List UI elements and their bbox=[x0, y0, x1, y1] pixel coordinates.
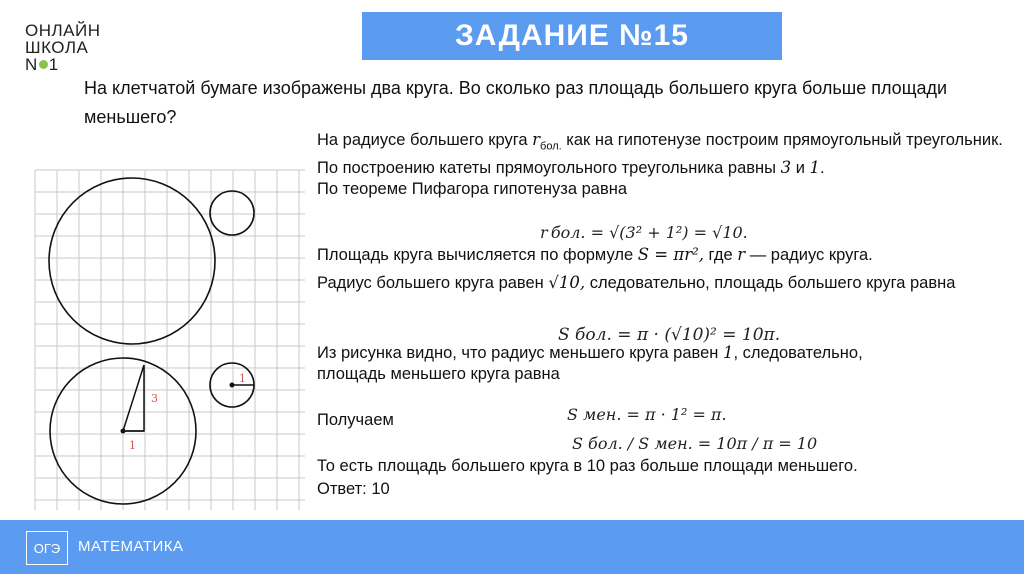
logo-line2: ШКОЛА bbox=[25, 38, 89, 57]
center-point-big bbox=[121, 429, 126, 434]
formula-ratio: S бол. / S мен. = 10π / π = 10 bbox=[572, 434, 818, 453]
footer-bar bbox=[0, 520, 1024, 574]
leg-label-vertical: 3 bbox=[151, 392, 158, 405]
grid-lines bbox=[35, 170, 305, 510]
solution-line-5: Радиус большего круга равен √10, следовательно, площадь большего круга равна bbox=[317, 273, 956, 292]
formula-hypotenuse: r бол. = √(3² + 1²) = √10. bbox=[540, 223, 748, 242]
logo-line3 bbox=[25, 56, 101, 73]
solution-line-2: По построению катеты прямоугольного треугольника равны 3 и 1. bbox=[317, 158, 825, 178]
oge-badge: ОГЭ bbox=[26, 531, 68, 565]
formula-small-area: S мен. = π · 1² = π. bbox=[567, 405, 727, 424]
solution-line-1: На радиусе большего круга $r_{бол.}$ как на гипотенузе построим прямоугольный треугольник. bbox=[317, 130, 1003, 153]
page-title bbox=[362, 12, 782, 60]
solution-text bbox=[317, 129, 1017, 200]
grid-diagram bbox=[25, 160, 315, 520]
school-logo bbox=[25, 22, 101, 73]
solution-line-8: Получаем bbox=[317, 411, 394, 429]
title-text: ЗАДАНИЕ №15 bbox=[455, 19, 689, 52]
solution-line-4: Площадь круга вычисляется по формуле S = πr², где r — радиус круга. bbox=[317, 245, 873, 264]
small-radius-label: 1 bbox=[239, 372, 246, 385]
leg-label-horizontal: 1 bbox=[129, 439, 136, 452]
answer-line: Ответ: 10 bbox=[317, 480, 390, 498]
right-triangle bbox=[123, 365, 144, 431]
solution-line-6: Из рисунка видно, что радиус меньшего круга равен 1, следовательно, bbox=[317, 343, 863, 362]
logo-line1: ОНЛАЙН bbox=[25, 21, 101, 40]
center-point-small bbox=[230, 383, 235, 388]
logo-n: N bbox=[25, 55, 38, 74]
solution-line-9: То есть площадь большего круга в 10 раз больше площади меньшего. bbox=[317, 457, 858, 475]
logo-one: 1 bbox=[48, 55, 59, 74]
big-circle-top bbox=[49, 178, 215, 344]
formula-big-area: S бол. = π · (√10)² = 10π. bbox=[558, 325, 781, 345]
small-circle-top bbox=[210, 191, 254, 235]
solution-line-3: По теореме Пифагора гипотенуза равна bbox=[317, 180, 628, 199]
solution-line-7: площадь меньшего круга равна bbox=[317, 365, 560, 383]
logo-dot-icon bbox=[39, 60, 48, 69]
task-statement: На клетчатой бумаге изображены два круга. Во сколько раз площадь большего круга больше площади меньшего? bbox=[84, 78, 948, 127]
subject-label: МАТЕМАТИКА bbox=[78, 538, 184, 555]
